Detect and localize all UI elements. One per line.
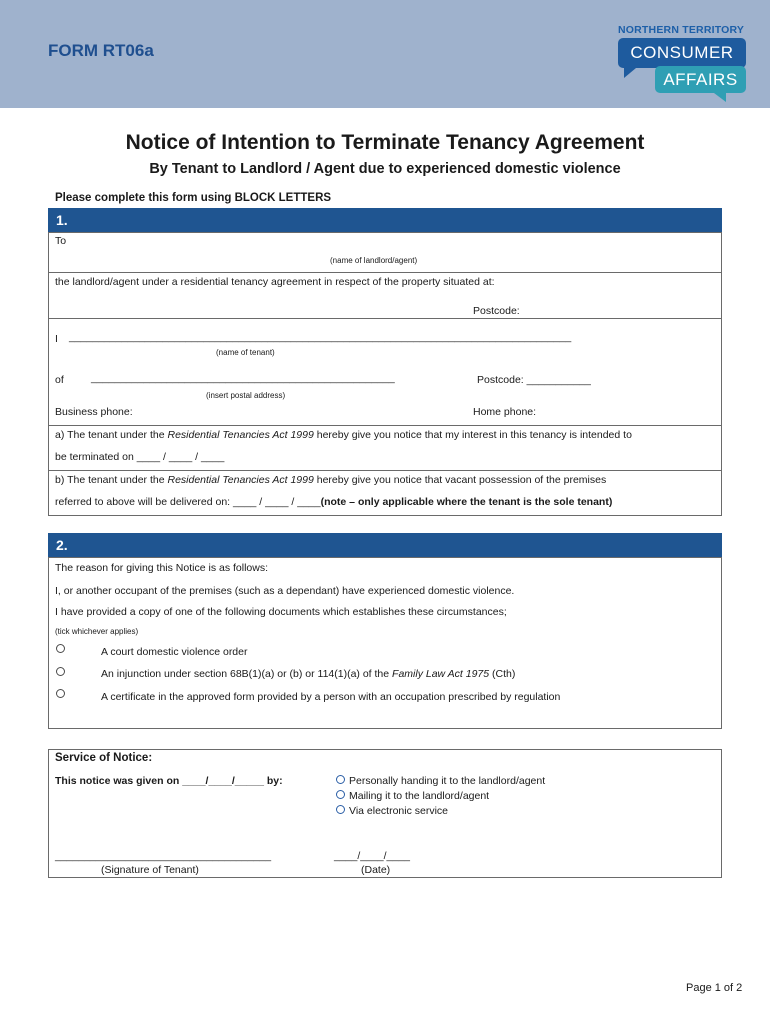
postcode-label: Postcode: (473, 305, 520, 317)
sole-tenant-note: (note – only applicable where the tenant is the sole tenant) (320, 496, 613, 508)
method-electronic: Via electronic service (349, 805, 449, 817)
consumer-affairs-logo (612, 22, 752, 102)
divider (48, 425, 722, 426)
landlord-caption: (name of landlord/agent) (330, 256, 418, 265)
postcode-field[interactable]: Postcode: ___________ (477, 374, 591, 386)
page-number: Page 1 of 2 (686, 982, 743, 994)
radio-personal-delivery[interactable] (336, 775, 345, 784)
address-caption: (insert postal address) (206, 391, 286, 400)
option-injunction: An injunction under section 68B(1)(a) or (b) or 114(1)(a) of the Family Law Act 1975 (Cth) (101, 668, 516, 680)
divider (48, 272, 722, 273)
family-law-act: Family Law Act 1975 (392, 668, 490, 680)
termination-date-field[interactable]: be terminated on ____ / ____ / ____ (55, 451, 225, 463)
documents-text: I have provided a copy of one of the following documents which establishes these circumstances; (55, 606, 507, 618)
method-personal: Personally handing it to the landlord/agent (349, 775, 546, 787)
method-mail: Mailing it to the landlord/agent (349, 790, 490, 802)
option-certificate: A certificate in the approved form provided by a person with an occupation prescribed by regulation (101, 691, 561, 703)
logo-affairs-text: AFFAIRS (663, 70, 738, 89)
logo-consumer-box (618, 38, 746, 68)
radio-certificate[interactable] (56, 689, 65, 698)
of-label: of (55, 374, 64, 386)
form-code: FORM RT06a (48, 41, 154, 60)
notice-b-text: b) The tenant under the Residential Tenancies Act 1999 hereby give you notice that vacant possession of the premises (55, 474, 607, 486)
business-phone-label: Business phone: (55, 406, 133, 418)
tick-note: (tick whichever applies) (55, 627, 139, 636)
section-2-header (48, 533, 722, 557)
section-2-box (48, 557, 722, 729)
notice-a-text: a) The tenant under the Residential Tenancies Act 1999 hereby give you notice that my interest in this tenancy is intended to (55, 429, 632, 441)
page-subtitle: By Tenant to Landlord / Agent due to experienced domestic violence (149, 161, 621, 177)
option-court-order: A court domestic violence order (101, 646, 248, 658)
tenant-caption: (name of tenant) (216, 348, 275, 357)
radio-injunction[interactable] (56, 667, 65, 676)
section-1-header (48, 208, 722, 232)
service-title: Service of Notice: (55, 752, 153, 764)
logo-affairs-box (655, 66, 746, 93)
logo-consumer-text: CONSUMER (630, 43, 734, 62)
radio-electronic[interactable] (336, 805, 345, 814)
radio-court-order[interactable] (56, 644, 65, 653)
instruction-text: Please complete this form using BLOCK LETTERS (55, 192, 332, 204)
divider (48, 318, 722, 319)
logo-territory-text: NORTHERN TERRITORY (618, 24, 745, 36)
reason-text: The reason for giving this Notice is as follows: (55, 562, 269, 574)
signature-caption: (Signature of Tenant) (101, 864, 199, 876)
to-label: To (55, 235, 67, 247)
domestic-violence-text: I, or another occupant of the premises (such as a dependant) have experienced domestic violence. (55, 585, 515, 597)
page-title: Notice of Intention to Terminate Tenancy Agreement (125, 131, 645, 154)
date-field[interactable]: ____/____/____ (334, 850, 410, 862)
postal-address-field[interactable]: ____________________________________________________ (91, 372, 395, 384)
property-text: the landlord/agent under a residential tenancy agreement in respect of the property situated at: (55, 276, 495, 288)
given-on-field[interactable]: This notice was given on ____/____/_____ by: (55, 775, 283, 787)
section-2-number: 2. (56, 537, 68, 553)
act-name: Residential Tenancies Act 1999 (167, 429, 314, 441)
possession-date-field[interactable]: referred to above will be delivered on: ____ / ____ / ____(note – only applicable where the tenant is the sole tenant) (55, 496, 613, 508)
divider (48, 470, 722, 471)
signature-field[interactable]: _____________________________________ (55, 850, 272, 862)
tenant-name-field[interactable]: ______________________________________________________________________________________ (69, 331, 572, 343)
act-name: Residential Tenancies Act 1999 (167, 474, 314, 486)
radio-mail[interactable] (336, 790, 345, 799)
home-phone-label: Home phone: (473, 406, 537, 418)
i-label: I (55, 333, 58, 345)
date-caption: (Date) (361, 864, 391, 876)
section-1-number: 1. (56, 212, 68, 228)
